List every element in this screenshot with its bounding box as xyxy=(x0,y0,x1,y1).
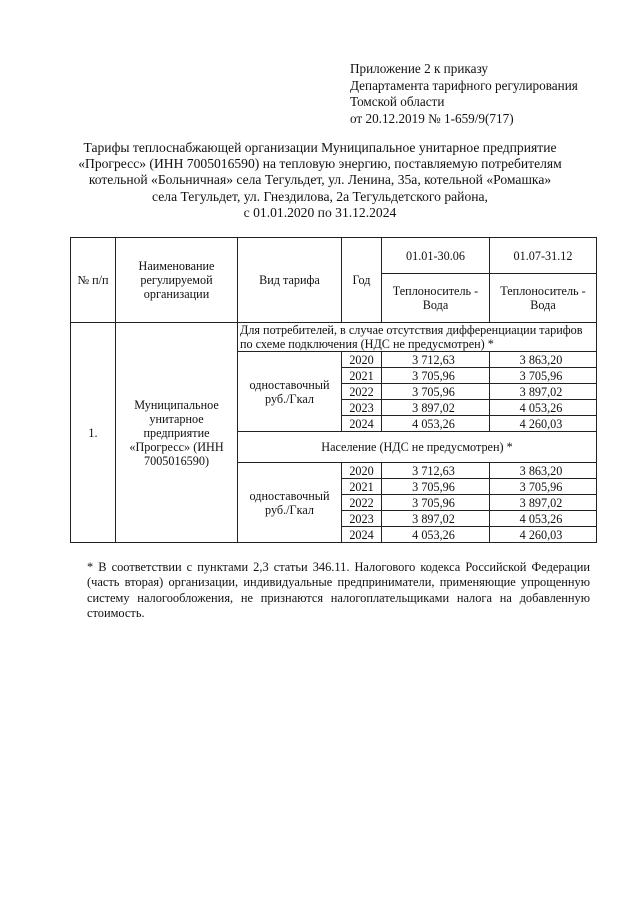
value-cell: 4 260,03 xyxy=(490,527,597,543)
title-line: котельной «Больничная» села Тегульдет, ул. Ленина, 35а, котельной «Ромашка» xyxy=(88,172,552,188)
header-org: Наименование регулируемой организации xyxy=(116,238,238,323)
organization-name: Муниципальное унитарное предприятие «Прогресс» (ИНН 7005016590) xyxy=(116,323,238,543)
year-cell: 2022 xyxy=(342,384,382,400)
title-line: «Прогресс» (ИНН 7005016590) на тепловую энергию, поставляемую потребителям xyxy=(78,156,562,172)
footnote: * В соответствии с пунктами 2,3 статьи 346.11. Налогового кодекса Российской Федерации (часть вторая) организации, индивидуальные предприниматели, применяющие упрощенную систему налогообложения, не признаются налогоплательщиками налога на добавленную стоимость. xyxy=(87,560,590,621)
year-cell: 2021 xyxy=(342,479,382,495)
title-line: с 01.01.2020 по 31.12.2024 xyxy=(243,204,397,220)
value-cell: 3 705,96 xyxy=(382,479,490,495)
year-cell: 2021 xyxy=(342,368,382,384)
value-cell: 3 897,02 xyxy=(490,384,597,400)
appendix-header xyxy=(350,61,610,127)
value-cell: 3 712,63 xyxy=(382,463,490,479)
appendix-line: от 20.12.2019 № 1-659/9(717) xyxy=(350,110,514,126)
tariff-type: одноставочный руб./Гкал xyxy=(238,352,342,432)
section-heading: Население (НДС не предусмотрен) * xyxy=(238,432,597,463)
year-cell: 2020 xyxy=(342,463,382,479)
tariff-type: одноставочный руб./Гкал xyxy=(238,463,342,543)
value-cell: 3 863,20 xyxy=(490,463,597,479)
year-cell: 2023 xyxy=(342,400,382,416)
year-cell: 2024 xyxy=(342,416,382,432)
section-heading: Для потребителей, в случае отсутствия дифференциации тарифов по схеме подключения (НДС не предусмотрен) * xyxy=(238,323,597,352)
value-cell: 3 863,20 xyxy=(490,352,597,368)
value-cell: 3 705,96 xyxy=(490,368,597,384)
value-cell: 3 712,63 xyxy=(382,352,490,368)
year-cell: 2023 xyxy=(342,511,382,527)
year-cell: 2020 xyxy=(342,352,382,368)
value-cell: 3 705,96 xyxy=(382,495,490,511)
appendix-line: Томской области xyxy=(350,94,445,109)
value-cell: 3 897,02 xyxy=(382,400,490,416)
value-cell: 4 053,26 xyxy=(490,511,597,527)
value-cell: 3 897,02 xyxy=(490,495,597,511)
title-line: села Тегульдет, ул. Гнездилова, 2а Тегульдетского района, xyxy=(152,188,488,204)
year-cell: 2024 xyxy=(342,527,382,543)
appendix-line: Департамента тарифного регулирования xyxy=(350,77,578,93)
title-line: Тарифы теплоснабжающей организации Муниципальное унитарное предприятие xyxy=(83,140,557,155)
header-num: № п/п xyxy=(71,238,116,323)
value-cell: 3 705,96 xyxy=(382,384,490,400)
header-year: Год xyxy=(342,238,382,323)
document-title xyxy=(60,140,580,221)
appendix-line: Приложение 2 к приказу xyxy=(350,61,488,76)
header-period-2: 01.07-31.12 xyxy=(490,238,597,274)
value-cell: 4 053,26 xyxy=(490,400,597,416)
tariff-table xyxy=(70,237,597,543)
value-cell: 4 260,03 xyxy=(490,416,597,432)
row-number: 1. xyxy=(71,323,116,543)
year-cell: 2022 xyxy=(342,495,382,511)
value-cell: 3 705,96 xyxy=(382,368,490,384)
header-tariff-type: Вид тарифа xyxy=(238,238,342,323)
value-cell: 3 897,02 xyxy=(382,511,490,527)
header-carrier-2: Теплоноситель - Вода xyxy=(490,274,597,323)
header-carrier-1: Теплоноситель - Вода xyxy=(382,274,490,323)
value-cell: 4 053,26 xyxy=(382,527,490,543)
header-period-1: 01.01-30.06 xyxy=(382,238,490,274)
value-cell: 4 053,26 xyxy=(382,416,490,432)
value-cell: 3 705,96 xyxy=(490,479,597,495)
